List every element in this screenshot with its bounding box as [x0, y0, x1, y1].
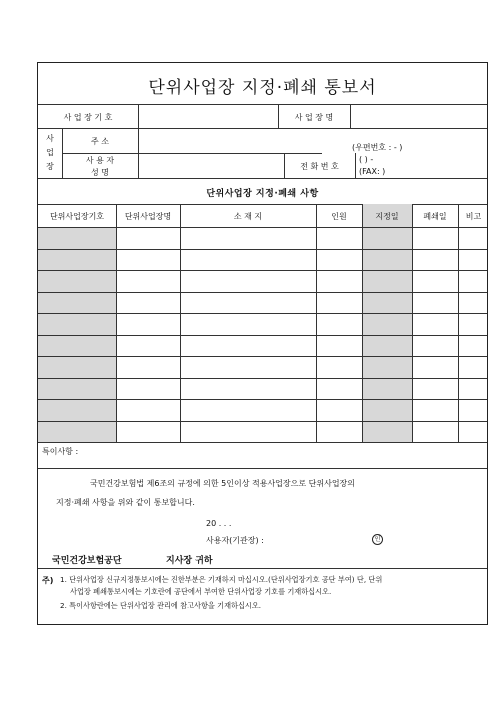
recipient-title: 지사장 귀하 [166, 556, 213, 566]
fax-field: (FAX: ) [359, 167, 386, 176]
table-row[interactable] [38, 335, 487, 357]
remarks-label: 특이사항 : [42, 447, 79, 456]
table-row[interactable] [38, 356, 487, 378]
footnote-1a: 1. 단위사업장 신규지정통보시에는 진한부분은 기재하지 마십시오.(단위사업장기호 공단 부여) 단, 단위 [60, 575, 383, 584]
table-header-cell: 인원 [331, 212, 347, 221]
table-row[interactable] [38, 249, 487, 271]
date-line: 20 . . . [206, 519, 232, 528]
table-row[interactable] [38, 313, 487, 335]
divider [138, 104, 139, 128]
recipient-org: 국민건강보험공단 [52, 556, 122, 566]
table-header-cell: 비고 [465, 212, 482, 221]
user-label-1: 사 용 자 [85, 156, 115, 165]
notification-form [37, 62, 488, 625]
table-row[interactable] [38, 227, 487, 249]
table-row[interactable] [38, 421, 487, 443]
signer-line: 사용자(기관장) : [206, 536, 264, 545]
divider [38, 204, 487, 205]
divider [38, 128, 487, 129]
footnote-2: 2. 특이사항란에는 단위사업장 관리에 참고사항을 기재하십시오. [60, 601, 262, 610]
user-label-2: 성 명 [91, 168, 109, 177]
site-name-label: 사 업 장 명 [294, 113, 334, 122]
address-label: 주 소 [91, 137, 109, 146]
seal-icon: 인 [372, 534, 383, 545]
footnote-1b: 사업장 폐쇄통보시에는 기호란에 공단에서 부여한 단위사업장 기호를 기재하십시오. [70, 587, 332, 596]
table-row[interactable] [38, 270, 487, 292]
table-header-cell: 소 재 지 [233, 212, 263, 221]
table-header-cell: 지정일 [375, 212, 399, 221]
section-title: 단위사업장 지정·폐쇄 사항 [206, 189, 319, 199]
table-header-cell: 폐쇄일 [423, 212, 447, 221]
form-title: 단위사업장 지정·폐쇄 통보서 [148, 78, 377, 98]
divider [38, 104, 487, 105]
site-code-label: 사 업 장 기 호 [63, 113, 113, 122]
phone-label: 전 화 번 호 [300, 162, 339, 171]
table-row-line [38, 442, 487, 443]
divider [355, 153, 356, 178]
seal-mark [372, 534, 383, 545]
site-vertical-1: 사 [46, 134, 54, 143]
divider [38, 468, 487, 469]
divider [38, 568, 487, 569]
table-header-cell: 단위사업장명 [124, 212, 172, 221]
postal-code-field: (우편번호 : - ) [352, 143, 403, 152]
site-vertical-3: 장 [46, 162, 54, 171]
divider [62, 153, 322, 154]
divider [138, 128, 139, 178]
divider [350, 104, 351, 128]
divider [38, 178, 487, 179]
site-vertical-2: 업 [46, 148, 54, 157]
footnote-label: 주) [42, 576, 54, 585]
table-row[interactable] [38, 292, 487, 314]
phone-field: ( ) - [359, 155, 374, 164]
notice-line-1: 국민건강보험법 제6조의 규정에 의한 5인이상 적용사업장으로 단위사업장의 [90, 479, 356, 488]
table-row[interactable] [38, 378, 487, 400]
table-header-cell: 단위사업장기호 [49, 212, 105, 221]
table-row[interactable] [38, 399, 487, 421]
notice-line-2: 지정·폐쇄 사항을 위와 같이 통보합니다. [56, 498, 195, 507]
